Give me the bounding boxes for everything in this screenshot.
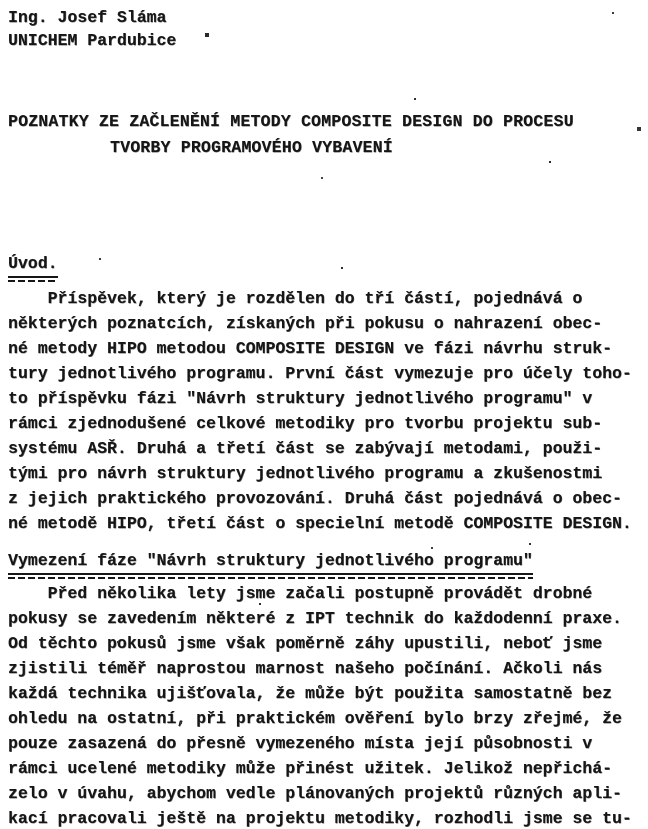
heading-dashed-underline: [8, 577, 533, 579]
title-line-1: POZNATKY ZE ZAČLENĚNÍ METODY COMPOSITE DESIGN DO PROCESU: [8, 112, 574, 131]
section-vymezeni-faze: [8, 550, 648, 829]
text-line: zjistili téměř naprostou marnost našeho počínání. Ačkoli nás: [8, 659, 603, 678]
author-name: Ing. Josef Sláma: [8, 8, 167, 27]
section-heading: [8, 253, 58, 282]
document-title: [8, 109, 648, 161]
text-line: každá technika ujišťovala, že může být použita samostatně bez: [8, 684, 612, 703]
section-heading-text: Vymezení fáze "Návrh struktury jednotlivého programu": [8, 550, 533, 575]
section-heading-text: Úvod.: [8, 253, 58, 278]
paragraph: [8, 286, 648, 536]
author-block: [8, 6, 648, 52]
text-line: né metody HIPO metodou COMPOSITE DESIGN ve fázi návrhu struk-: [8, 339, 612, 358]
text-line: systému ASŘ. Druhá a třetí část se zabývají metodami, použi-: [8, 439, 603, 458]
text-line: ohledu na ostatní, při praktickém ověření bylo brzy zřejmé, že: [8, 709, 622, 728]
text-line: tými pro návrh struktury jednotlivého programu a zkušenostmi: [8, 464, 603, 483]
text-line: pokusy se zavedením některé z IPT technik do každodenní praxe.: [8, 609, 622, 628]
text-line: Od těchto pokusů jsme však poměrně záhy upustili, neboť jsme: [8, 634, 603, 653]
text-line: zelo v úvahu, abychom vedle plánovaných projektů různých apli-: [8, 784, 622, 803]
text-line: kací pracovali ještě na projektu metodiky, rozhodli jsme se tu-: [8, 809, 632, 828]
text-line: některých poznatcích, získaných při pokusu o nahrazení obec-: [8, 314, 603, 333]
author-affiliation: UNICHEM Pardubice: [8, 31, 177, 50]
section-heading: [8, 550, 533, 579]
text-line: z jejich praktického provozování. Druhá část pojednává o obec-: [8, 489, 622, 508]
text-line: tury jednotlivého programu. První část vymezuje pro účely toho-: [8, 364, 632, 383]
title-line-2: TVORBY PROGRAMOVÉHO VYBAVENÍ: [110, 138, 393, 157]
text-line: to příspěvku fázi "Návrh struktury jednotlivého programu" v: [8, 389, 593, 408]
section-uvod: [8, 253, 648, 536]
paragraph: [8, 581, 648, 829]
text-line: Před několika lety jsme začali postupně provádět drobné: [8, 584, 593, 603]
heading-dashed-underline: [8, 280, 58, 282]
scan-noise-specks: [0, 0, 2, 2]
text-line: rámci ucelené metodiky může přinést užitek. Jelikož nepřichá-: [8, 759, 612, 778]
text-line: rámci zjednodušené celkové metodiky pro tvorbu projektu sub-: [8, 414, 603, 433]
text-line: pouze zasazená do přesně vymezeného místa její působnosti v: [8, 734, 593, 753]
text-line: Příspěvek, který je rozdělen do tří částí, pojednává o: [8, 289, 583, 308]
text-line: né metodě HIPO, třetí část o specielní metodě COMPOSITE DESIGN.: [8, 514, 632, 533]
